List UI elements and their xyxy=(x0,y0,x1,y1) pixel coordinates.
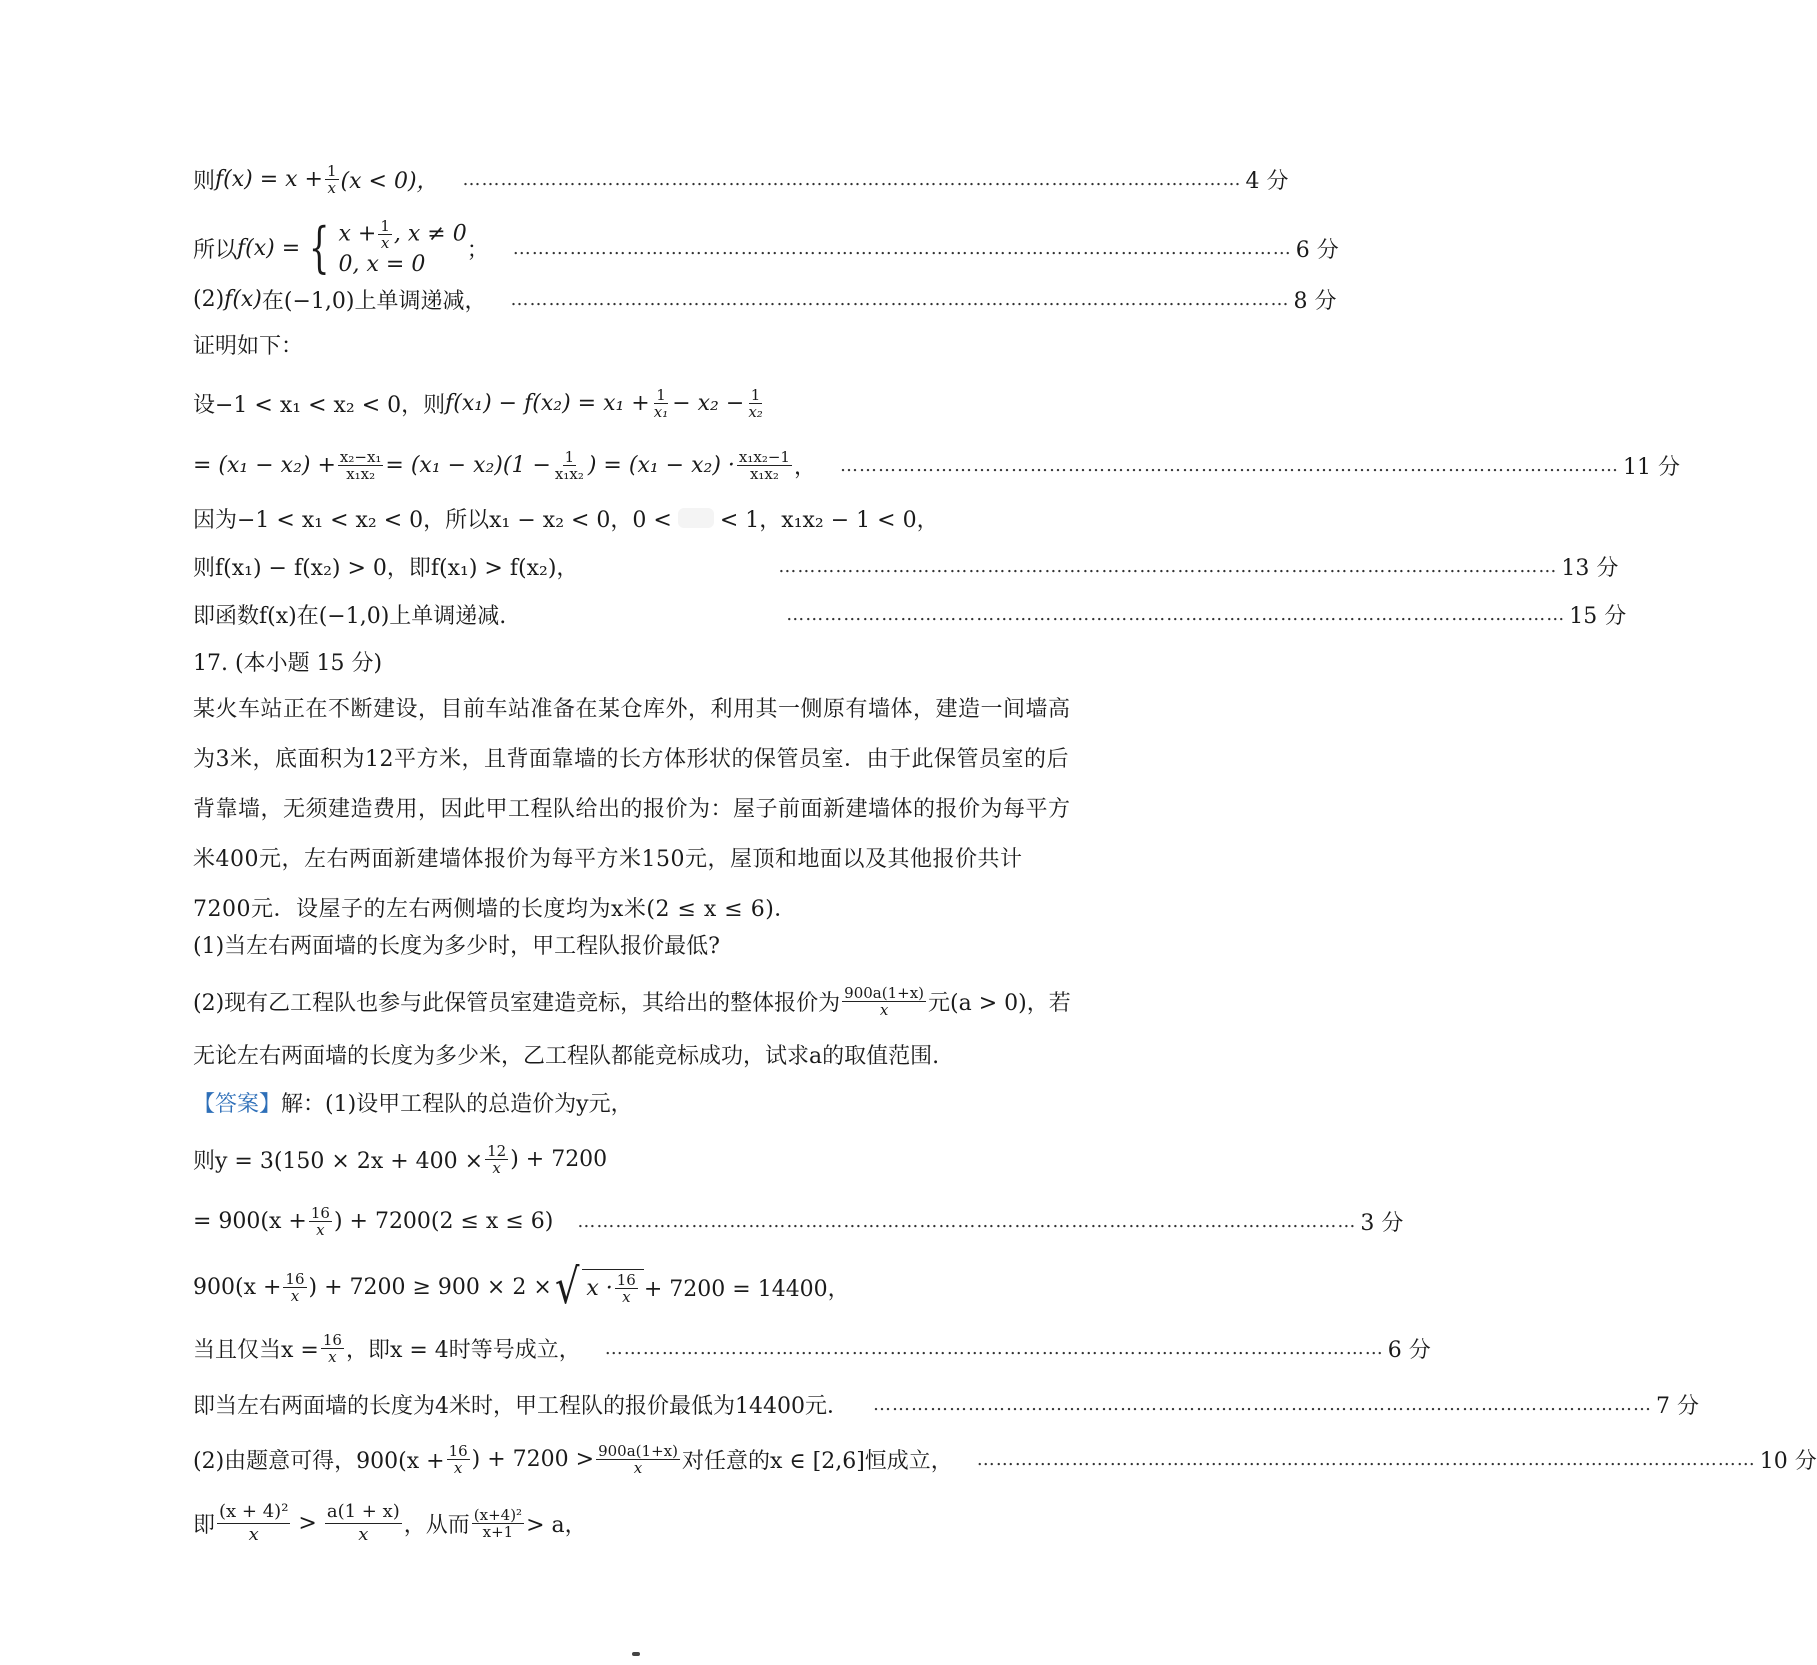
numerator: 1 xyxy=(327,161,337,180)
math-expr: ) = (x₁ − x₂) · xyxy=(587,452,735,478)
denominator: x xyxy=(622,1288,631,1306)
math-expr: (x < 0)， xyxy=(340,168,439,194)
radical-sign: √ xyxy=(554,1259,580,1315)
line-lead xyxy=(193,387,767,420)
score: 3 分 xyxy=(1360,1210,1404,1236)
answer-step-1 xyxy=(193,1136,1077,1182)
math-expr: f(x) xyxy=(224,286,262,312)
numerator: 16 xyxy=(310,1203,330,1222)
proof-heading xyxy=(193,324,1077,364)
problem-body: 某火车站正在不断建设，目前车站准备在某仓库外，利用其一侧原有墙体，建造一间墙高为3米，底面积为12平方米，且背面靠墙的长方体形状的保管员室．由于此保管员室的后背靠墙，无须建造费用，因此甲工程队给出的报价为：屋子前面新建墙体的报价为每平方米400元，左右两面新建墙体报价为每平方米150元，屋顶和地面以及其他报价共计7200元．设屋子的左右两侧墙的长度均为x米(2 ≤ x ≤ 6)． xyxy=(193,697,1071,922)
numerator: 900a(1+x) xyxy=(598,1441,678,1460)
denominator: x xyxy=(380,233,390,252)
fraction xyxy=(325,1501,402,1546)
numerator: (x + 4)² xyxy=(219,1500,289,1522)
answer-step-final xyxy=(193,1495,1077,1551)
case-1 xyxy=(339,218,467,251)
numerator: 900a(1+x) xyxy=(844,983,925,1002)
score: 10 分 xyxy=(1759,1448,1817,1474)
text: ) + 7200 > xyxy=(471,1446,595,1472)
denominator: x₂ xyxy=(748,402,763,421)
line-lead xyxy=(193,1443,953,1476)
denominator: x xyxy=(316,1220,325,1239)
score: 15 分 xyxy=(1569,603,1627,629)
score: 4 分 xyxy=(1245,168,1289,194)
math-expr: x · xyxy=(586,1276,613,1301)
score: 7 分 xyxy=(1655,1393,1699,1419)
problem-header xyxy=(193,641,1077,681)
numerator: 12 xyxy=(487,1141,507,1160)
denominator: x₁ xyxy=(653,402,669,421)
fraction xyxy=(737,449,792,482)
text: 在(−1,0)上单调递减， xyxy=(261,288,487,314)
numerator: (x+4)² xyxy=(473,1505,523,1524)
line-lead xyxy=(193,163,439,196)
text: ，从而 xyxy=(403,1512,470,1538)
text: ； xyxy=(466,237,489,263)
obscured-fraction xyxy=(678,508,714,528)
text: 因为−1 < x₁ < x₂ < 0，所以x₁ − x₂ < 0，0 < xyxy=(193,507,672,533)
solution-line-6 xyxy=(193,216,1339,279)
leader-dots: …………………………………………………………………………………………………………… xyxy=(786,603,1566,625)
denominator: x xyxy=(633,1458,643,1477)
leader-dots: …………………………………………………………………………………………………………… xyxy=(604,1337,1384,1359)
text: 17. (本小题 15 分) xyxy=(193,650,383,676)
denominator: x xyxy=(290,1286,300,1305)
leader-dots: …………………………………………………………………………………………………………… xyxy=(976,1448,1756,1470)
numerator: a(1 + x) xyxy=(326,1500,400,1522)
line-lead xyxy=(193,1205,553,1238)
solution-line-13 xyxy=(193,546,1619,586)
question-1 xyxy=(193,924,1077,964)
piecewise xyxy=(339,218,467,279)
solution-line-15 xyxy=(193,594,1627,634)
fraction xyxy=(652,387,670,420)
math-expr: , x ≠ 0 xyxy=(393,221,467,246)
score: 13 分 xyxy=(1561,555,1619,581)
text: ) + 7200 xyxy=(510,1146,608,1172)
answer-step-10 xyxy=(193,1436,1817,1482)
fraction xyxy=(321,1332,344,1365)
score: 6 分 xyxy=(1295,237,1339,263)
score: 11 分 xyxy=(1622,454,1680,480)
fraction xyxy=(485,1143,508,1176)
text: 对任意的x ∈ [2,6]恒成立， xyxy=(681,1448,953,1474)
math-expr: > xyxy=(298,1510,317,1536)
leader-dots: …………………………………………………………………………………………………………… xyxy=(577,1210,1357,1232)
denominator: x xyxy=(328,1347,337,1366)
fraction xyxy=(472,1507,524,1540)
denominator: x₁x₂ xyxy=(346,464,376,483)
text: (2) xyxy=(193,286,225,312)
text: 解：(1)设甲工程队的总造价为y元， xyxy=(281,1091,633,1117)
page-mark xyxy=(632,1652,640,1656)
line-lead xyxy=(193,449,816,482)
text: 则 xyxy=(193,168,216,194)
text: 即 xyxy=(193,1512,216,1538)
denominator: x xyxy=(453,1458,463,1477)
denominator: x xyxy=(327,178,336,197)
line-lead xyxy=(193,218,489,279)
leader-dots: …………………………………………………………………………………………………………… xyxy=(510,288,1290,310)
radicand xyxy=(582,1269,644,1305)
square-root xyxy=(552,1259,644,1315)
fraction xyxy=(378,218,392,251)
text: ) + 7200(2 ≤ x ≤ 6) xyxy=(333,1208,554,1234)
answer-tag: 【答案】 xyxy=(193,1091,282,1117)
text: ，即x = 4时等号成立， xyxy=(345,1337,581,1363)
fraction xyxy=(338,449,384,482)
denominator: x xyxy=(358,1523,369,1545)
question-2-cont xyxy=(193,1034,1077,1074)
text: = 900(x + xyxy=(193,1208,307,1234)
fraction xyxy=(217,1501,290,1546)
numerator: 1 xyxy=(380,216,390,235)
fraction xyxy=(447,1443,470,1476)
fraction xyxy=(596,1443,680,1476)
math-expr: f(x) = x + xyxy=(215,166,323,192)
numerator: 16 xyxy=(285,1269,305,1288)
math-expr: f(x) = xyxy=(237,235,301,261)
denominator: x+1 xyxy=(482,1522,514,1541)
text: 900(x + xyxy=(193,1274,282,1300)
numerator: 1 xyxy=(656,385,666,404)
denominator: x₁x₂ xyxy=(554,464,584,483)
leader-dots: …………………………………………………………………………………………………………… xyxy=(512,237,1292,259)
denominator: x xyxy=(492,1158,501,1177)
score: 8 分 xyxy=(1293,288,1337,314)
leader-dots: …………………………………………………………………………………………………………… xyxy=(872,1393,1652,1415)
math-expr: = (x₁ − x₂)(1 − xyxy=(385,452,551,478)
text: 无论左右两面墙的长度为多少米，乙工程队都能竞标成功，试求a的取值范围. xyxy=(193,1043,940,1069)
proof-step-1 xyxy=(193,378,1077,428)
line-lead xyxy=(193,284,486,315)
numerator: x₁x₂−1 xyxy=(738,447,790,466)
text: < 1，x₁x₂ − 1 < 0， xyxy=(719,507,939,533)
denominator: x xyxy=(248,1523,259,1545)
fraction xyxy=(842,985,926,1018)
fraction xyxy=(746,387,764,420)
fraction xyxy=(309,1205,332,1238)
text: (1)当左右两面墙的长度为多少时，甲工程队报价最低? xyxy=(193,933,720,959)
text: (2)由题意可得，900(x + xyxy=(193,1448,445,1474)
numerator: 16 xyxy=(448,1441,468,1460)
text: 设−1 < x₁ < x₂ < 0，则 xyxy=(193,392,446,418)
denominator: x xyxy=(879,1000,889,1019)
denominator: x₁x₂ xyxy=(749,464,779,483)
question-2 xyxy=(193,978,1077,1024)
proof-step-2 xyxy=(193,498,1077,538)
line-lead: 则f(x₁) − f(x₂) > 0，即f(x₁) > f(x₂)， xyxy=(193,555,579,581)
leader-dots: …………………………………………………………………………………………………………… xyxy=(778,555,1558,577)
answer-step-6 xyxy=(193,1325,1431,1371)
text: (2)现有乙工程队也参与此保管员室建造竞标，其给出的整体报价为 xyxy=(193,990,841,1016)
solution-line-11 xyxy=(193,440,1680,490)
fraction xyxy=(553,449,586,482)
text: ， xyxy=(793,454,816,480)
solution-line-4 xyxy=(193,159,1289,199)
score: 6 分 xyxy=(1387,1337,1431,1363)
line-lead: 即当左右两面墙的长度为4米时，甲工程队的报价最低为14400元． xyxy=(193,1393,849,1419)
math-expr: f(x₁) − f(x₂) = x₁ + xyxy=(445,390,650,416)
numerator: 1 xyxy=(750,385,761,404)
text: 证明如下： xyxy=(193,333,304,359)
numerator: 1 xyxy=(564,447,575,466)
numerator: 16 xyxy=(322,1330,342,1349)
answer-step-3 xyxy=(193,1198,1404,1244)
math-expr: x + xyxy=(338,221,377,246)
leader-dots: …………………………………………………………………………………………………………… xyxy=(839,454,1619,476)
text: 所以 xyxy=(193,237,238,263)
answer-intro xyxy=(193,1082,1077,1122)
answer-step-am-gm xyxy=(193,1260,1077,1314)
case-2: 0, x = 0 xyxy=(338,251,426,277)
fraction xyxy=(325,163,339,196)
line-lead xyxy=(193,1332,581,1365)
fraction xyxy=(615,1272,638,1305)
numerator: x₂−x₁ xyxy=(339,447,382,466)
text: ) + 7200 ≥ 900 × 2 × xyxy=(308,1274,552,1300)
text: + 7200 = 14400， xyxy=(643,1276,850,1302)
numerator: 16 xyxy=(616,1271,636,1289)
math-expr: − x₂ − xyxy=(672,390,745,416)
solution-line-8 xyxy=(193,279,1337,319)
line-lead: 即函数f(x)在(−1,0)上单调递减. xyxy=(193,603,507,629)
math-expr: = (x₁ − x₂) + xyxy=(193,452,336,478)
brace-glyph: { xyxy=(309,216,330,279)
text: 元(a > 0)，若 xyxy=(928,990,1071,1016)
leader-dots: …………………………………………………………………………………………………………… xyxy=(462,168,1242,190)
answer-step-7 xyxy=(193,1384,1699,1424)
text: 则y = 3(150 × 2x + 400 × xyxy=(193,1148,484,1174)
text: > a， xyxy=(526,1512,587,1538)
fraction xyxy=(283,1271,306,1304)
text: 当且仅当x = xyxy=(193,1337,319,1363)
